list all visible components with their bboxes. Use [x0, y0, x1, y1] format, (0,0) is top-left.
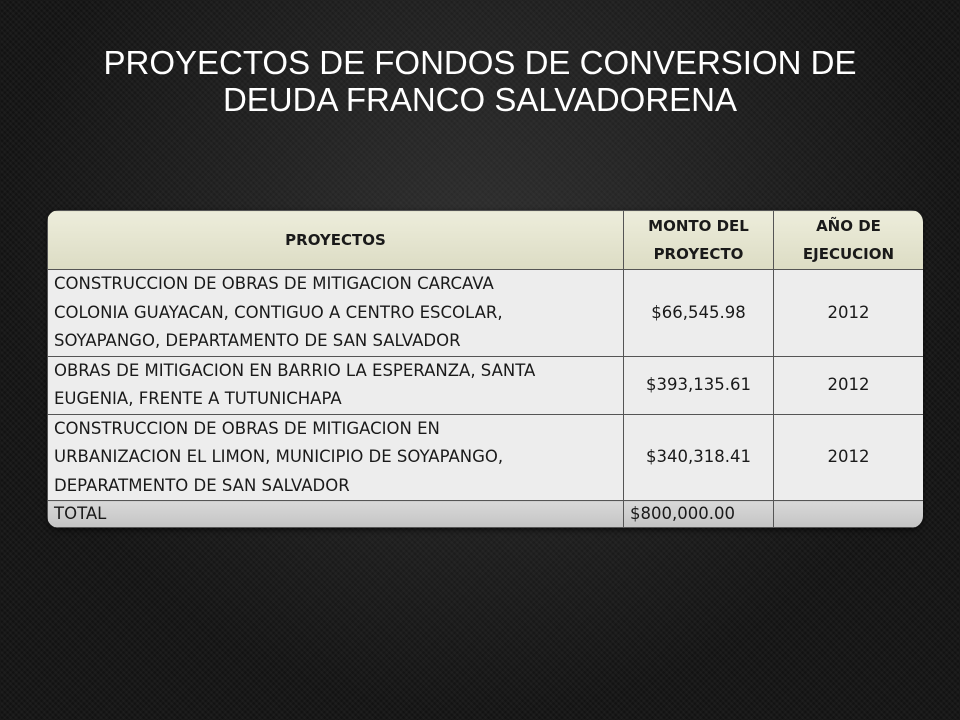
project-name-cell [48, 270, 624, 357]
table-reflection [47, 534, 923, 624]
total-label: TOTAL [48, 501, 624, 528]
project-name-cell [48, 356, 624, 414]
header-monto-line-2: PROYECTO [653, 245, 744, 263]
project-name-line: CONSTRUCCION DE OBRAS DE MITIGACION CARCAVA [54, 274, 494, 293]
anio-cell: 2012 [774, 270, 924, 357]
table-row [48, 356, 924, 414]
total-monto: $800,000.00 [624, 501, 774, 528]
anio-cell: 2012 [774, 414, 924, 501]
monto-cell: $340,318.41 [624, 414, 774, 501]
header-anio-line-1: AÑO DE [816, 217, 881, 235]
project-name-line: EUGENIA, FRENTE A TUTUNICHAPA [54, 389, 342, 408]
title-line-2: DEUDA FRANCO SALVADORENA [222, 81, 738, 118]
project-name-line: OBRAS DE MITIGACION EN BARRIO LA ESPERANZA, SANTA [54, 360, 536, 380]
monto-cell: $393,135.61 [624, 356, 774, 414]
table-row [48, 414, 924, 501]
header-monto [624, 211, 774, 270]
header-row [48, 211, 924, 270]
projects-table [47, 210, 923, 528]
header-monto-line-1: MONTO DEL [648, 217, 749, 235]
monto-cell: $66,545.98 [624, 270, 774, 357]
project-name-line: SOYAPANGO, DEPARTAMENTO DE SAN SALVADOR [54, 331, 461, 350]
project-name-line: CONSTRUCCION DE OBRAS DE MITIGACION EN [54, 418, 440, 438]
header-anio-line-2: EJECUCION [802, 245, 895, 263]
header-anio [774, 211, 924, 270]
table-row [48, 270, 924, 357]
total-row [48, 501, 924, 528]
title-line-1: PROYECTOS DE FONDOS DE CONVERSION DE [103, 44, 857, 81]
anio-cell: 2012 [774, 356, 924, 414]
slide-title [40, 44, 920, 118]
project-name-line: URBANIZACION EL LIMON, MUNICIPIO DE SOYAPANGO, [54, 447, 504, 466]
header-proyectos: PROYECTOS [48, 211, 624, 270]
project-name-cell [48, 414, 624, 501]
project-name-line: DEPARATMENTO DE SAN SALVADOR [54, 475, 350, 495]
project-name-line: COLONIA GUAYACAN, CONTIGUO A CENTRO ESCOLAR, [54, 302, 503, 322]
total-anio [774, 501, 924, 528]
